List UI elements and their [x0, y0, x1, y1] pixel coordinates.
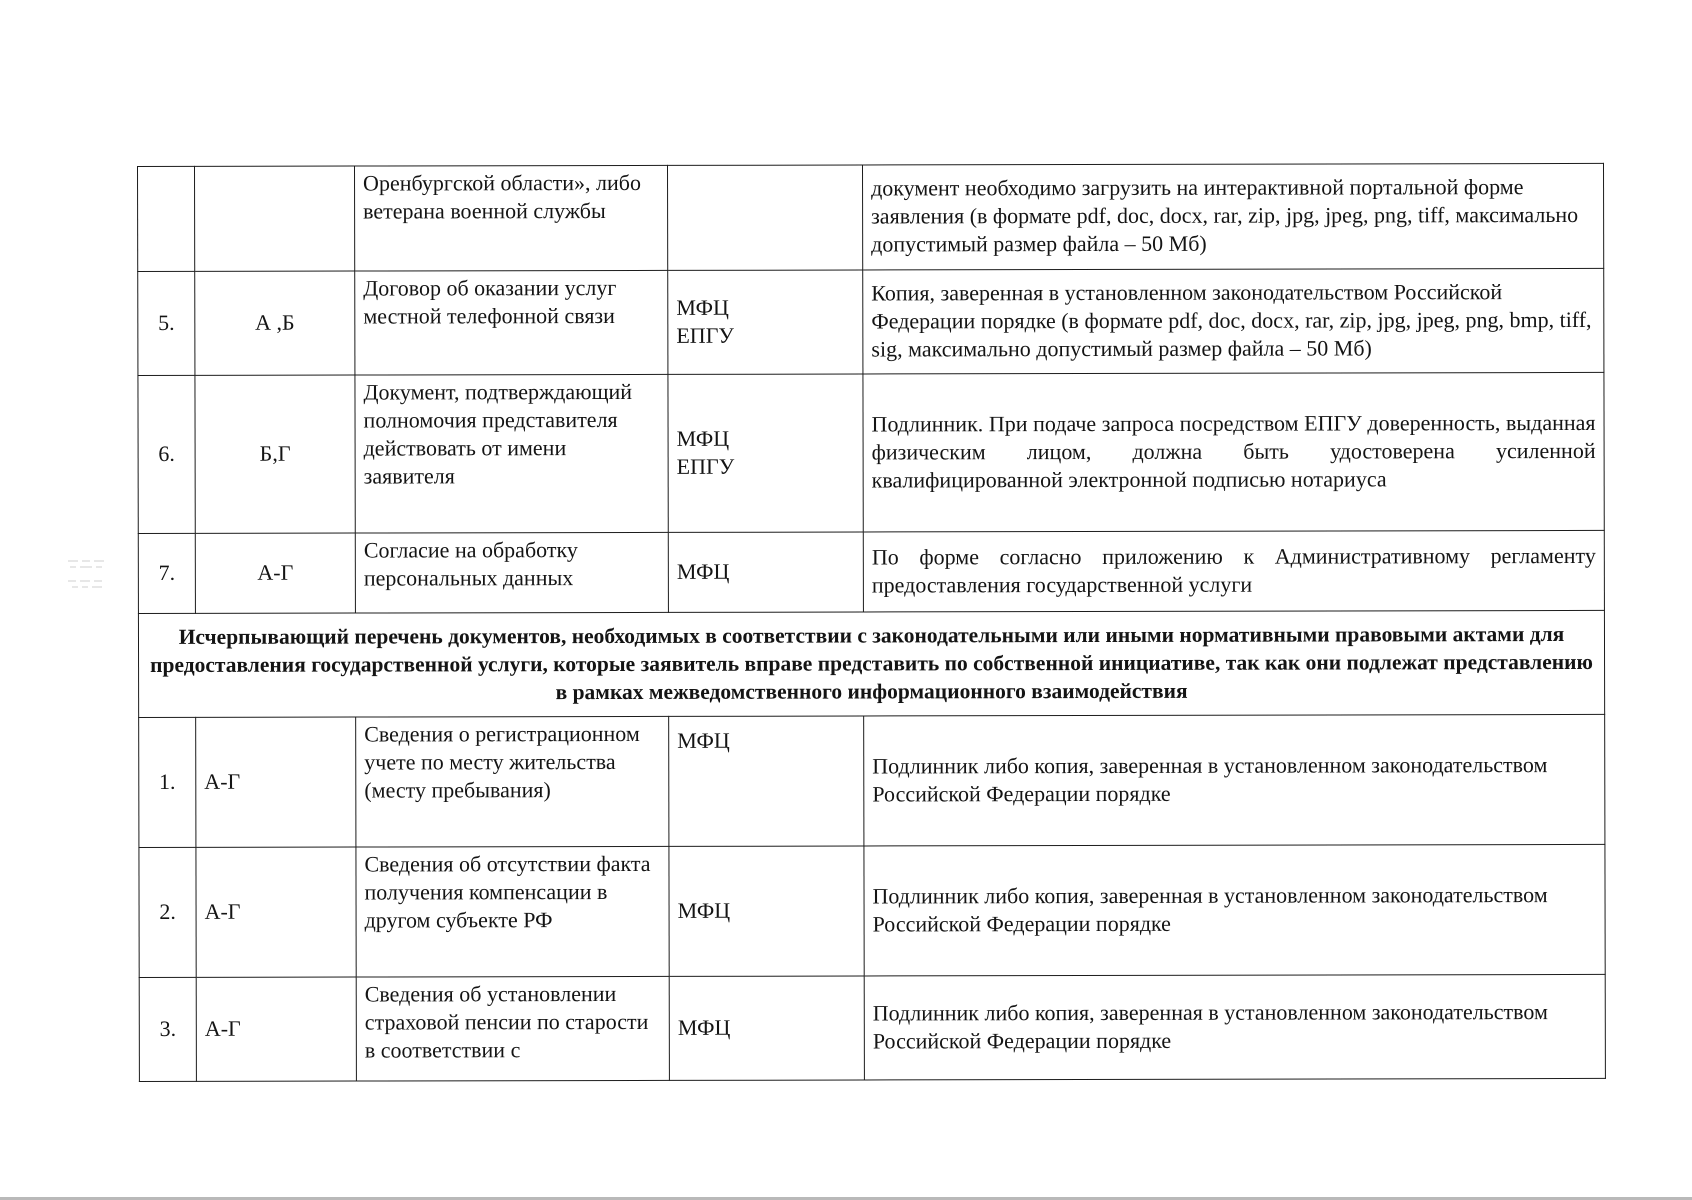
row-number: 7.	[138, 533, 195, 613]
document-requirements: Подлинник либо копия, заверенная в установленном законодательством Российской Федерации порядке	[864, 844, 1605, 976]
document-requirements: документ необходимо загрузить на интерактивной портальной форме заявления (в формате pdf, doc, docx, rar, zip, jpg, jpeg, png, tiff, максимально допустимый размер файла – 50 Мб)	[862, 163, 1603, 270]
section-heading: Исчерпывающий перечень документов, необходимых в соответствии с законодательными или иными нормативными правовыми актами для предоставления государственной услуги, которые заявитель вправе представить по собственной инициативе, так как они подлежат представлению в рамках межведомственного информационного взаимодействия	[138, 610, 1604, 717]
submission-place-item: МФЦ	[676, 294, 729, 320]
document-requirements: Подлинник либо копия, заверенная в установленном законодательством Российской Федерации порядке	[864, 974, 1605, 1080]
document-name: Согласие на обработку персональных данных	[355, 532, 668, 613]
table-row	[139, 844, 1605, 977]
document-requirements: Подлинник. При подаче запроса посредством ЕПГУ доверенность, выданная физическим лицом, должна быть удостоверена усиленной квалифицированной электронной подписью нотариуса	[863, 372, 1604, 532]
documents-table	[137, 163, 1606, 1082]
applicant-category	[195, 166, 355, 271]
submission-place	[668, 270, 863, 374]
submission-place-item: МФЦ	[677, 727, 730, 753]
row-number: 5.	[138, 271, 195, 375]
document-name: Сведения о регистрационном учете по месту жительства (месту пребывания)	[356, 716, 669, 847]
applicant-category: А-Г	[196, 717, 356, 847]
document-requirements: Копия, заверенная в установленном законодательством Российской Федерации порядке (в формате pdf, doc, docx, rar, zip, jpg, jpeg, png, bmp, tiff, sig, максимально допустимый размер файла – 50 Мб)	[863, 268, 1604, 374]
table-row	[138, 372, 1604, 533]
row-number	[138, 166, 195, 271]
applicant-category: Б,Г	[195, 375, 355, 533]
document-name: Сведения об установлении страховой пенсии по старости в соответствии с	[356, 976, 669, 1081]
document-name: Оренбургской области», либо ветерана военной службы	[355, 165, 668, 271]
submission-place	[669, 846, 864, 976]
submission-place	[667, 165, 862, 270]
table-row	[139, 974, 1605, 1081]
document-name: Документ, подтверждающий полномочия представителя действовать от имени заявителя	[355, 374, 668, 533]
row-number: 2.	[139, 847, 196, 977]
table-row	[138, 268, 1604, 375]
submission-place	[668, 374, 863, 532]
scan-artifact	[64, 555, 108, 595]
submission-place-item: МФЦ	[677, 897, 731, 923]
applicant-category: А ,Б	[195, 271, 355, 375]
row-number: 1.	[139, 717, 196, 847]
row-number: 3.	[139, 977, 196, 1081]
table-row	[138, 163, 1604, 271]
applicant-category: А-Г	[196, 977, 356, 1081]
submission-place-item: МФЦ	[676, 425, 730, 451]
row-number: 6.	[138, 375, 195, 533]
submission-place-item: ЕПГУ	[676, 453, 735, 479]
submission-place-item: МФЦ	[677, 1014, 731, 1040]
submission-place-item: МФЦ	[676, 558, 730, 584]
document-requirements: По форме согласно приложению к Административному регламенту предоставления государственной услуги	[863, 530, 1604, 612]
applicant-category: А-Г	[195, 533, 355, 613]
table-row	[138, 530, 1604, 613]
section-heading-row	[138, 610, 1604, 717]
applicant-category: А-Г	[196, 847, 356, 977]
submission-place	[669, 976, 864, 1080]
document-requirements: Подлинник либо копия, заверенная в установленном законодательством Российской Федерации порядке	[864, 714, 1605, 846]
table-row	[139, 714, 1605, 847]
submission-place	[669, 716, 864, 846]
submission-place	[668, 532, 863, 612]
document-name: Сведения об отсутствии факта получения компенсации в другом субъекте РФ	[356, 846, 669, 977]
submission-place-item: ЕПГУ	[676, 322, 735, 348]
document-name: Договор об оказании услуг местной телефонной связи	[355, 270, 668, 375]
